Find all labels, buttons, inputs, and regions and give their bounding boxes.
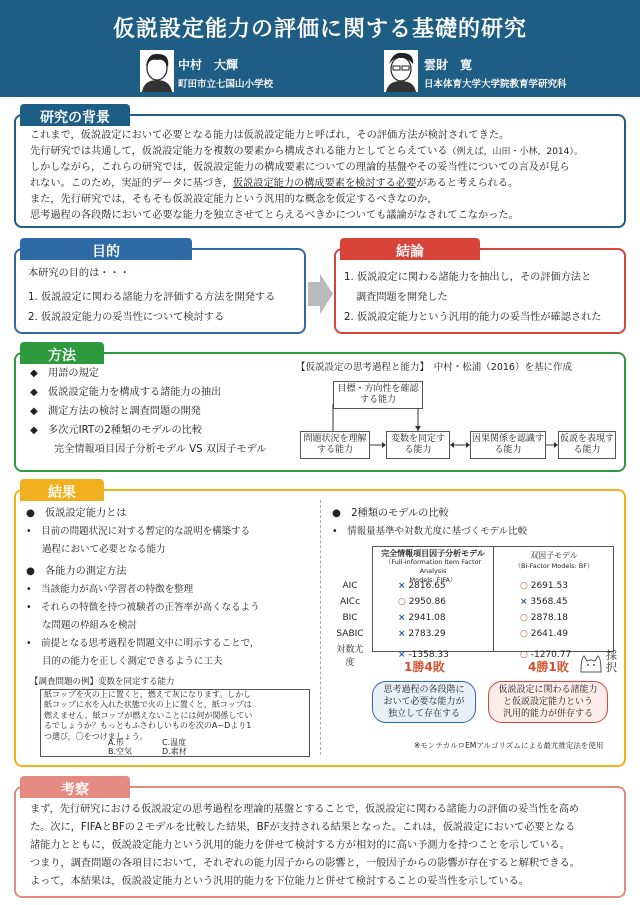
background-line-1: これまで，仮説設定において必要となる能力は仮説設定能力と呼ばれ，その評価方法が検討されてきた。 [30,130,510,141]
bf-interpretation: 仮説設定に関わる諸能力 と仮説設定能力という 汎用的能力が併存する [488,681,608,723]
diagram-arrows [296,404,622,464]
score-bf: 4勝1敗 [528,660,569,674]
method-item-1: ◆ 用語の規定 [30,368,99,379]
method-item-4: ◆ 多次元IRTの2種類のモデルの比較 [30,425,203,436]
row-label: AIC [342,581,358,591]
table-row [332,594,610,610]
method-heading: 方法 [20,342,104,364]
background-line-5: また，先行研究では，そもそも仮説設定能力という汎用的な概念を仮定するべきなのか， [30,194,438,205]
diagram-box-problem: 問題状況を理解する能力 [300,431,370,459]
results-measure-line-4: • 前提となる思考過程を問題文中に明示することで， [26,638,260,649]
arrow-right-icon [306,272,334,316]
background-line-4: れない。このため，実証的データに基づき，仮説設定能力の構成要素を検討する必要があると考えられる。 [30,178,519,189]
background-line-6: 思考過程の各段階において必要な能力を独立させてとらえるべきかについても議論がなされてこなかった。 [30,210,519,221]
table-row [332,578,610,594]
diagram-box-variable: 変数を同定する能力 [386,431,450,459]
poster-title: 仮説設定能力の評価に関する基礎的研究 [112,17,527,42]
table-row [332,626,610,642]
cat-icon [578,652,604,674]
diagram-box-causal: 因果関係を認識する能力 [470,431,546,459]
results-measure-line-1: • 当該能力が高い学習者の特徴を整理 [26,584,194,595]
bf-cell: ○ 2691.53 [520,581,568,591]
author2-affiliation: 日本体育大学大学院教育学研究科 [424,79,567,90]
bf-cell: ○ 2641.49 [520,629,568,639]
author1-name: 中村 大輝 [178,58,239,72]
results-measure-line-2: • それらの特徴を持つ被験者の正答率が高くなるよう [26,602,260,613]
conclusion-item-1b: 調査問題を開発した [356,292,448,303]
results-measure-line-5: 目的の能力を正しく測定できるように工夫 [42,656,223,667]
bf-cell: ○ 2878.18 [520,613,568,623]
conclusion-item-1: 1. 仮説設定に関わる諸能力を抽出し，その評価方法と [344,272,592,283]
diagram-box-goal: 目標・方向性を確認する能力 [333,381,423,409]
conclusion-heading: 結論 [340,238,480,260]
method-item-2: ◆ 仮説設定能力を構成する諸能力の抽出 [30,387,222,398]
example-text: 紙コップを火の上に置くと，燃えて灰になります。しかし 紙コップに水を入れた状態で火の上に置くと，紙コップは 燃えません。紙コップが燃えないことには何が関係してい るでしょうか？もっともふさわしいものを次のA~Dより1 つ選び，〇をつけましょう。 [44,690,253,741]
fifa-cell: × -1358.33 [398,650,449,660]
fifa-cell: × 2941.08 [398,613,446,623]
background-heading: 研究の背景 [20,104,130,126]
discussion-line-3: 諸能力とともに，仮説設定能力という汎用的能力を併せて検討する方が相対的に高い予測力を持つことを示している。 [30,840,570,851]
adopt-label: 採択 [606,649,617,674]
method-models-line: 完全情報項目因子分析モデル VS 双因子モデル [54,444,267,455]
results-measure-line-3: な問題の枠組みを検討 [42,620,138,631]
discussion-line-4: つまり，調査問題の各項目において，それぞれの能力因子からの影響と，一般因子からの影響が存在すると解釈できる。 [30,858,580,869]
conclusion-item-2: 2. 仮説設定能力という汎用的能力の妥当性が確認された [344,312,602,323]
fifa-cell: × 2783.29 [398,629,446,639]
discussion-line-1: まず，先行研究における仮説設定の思考過程を理論的基盤とすることで，仮説設定に関わる諸能力の評価の妥当性を高め [30,804,580,815]
option-d: D.素材 [162,747,187,756]
discussion-line-5: よって，本結果は，仮説設定能力という汎用的能力を下位能力と併せて検討することの妥当性を示している。 [30,876,529,887]
author1-avatar-icon [140,50,174,92]
purpose-item-1: 1. 仮説設定に関わる諸能力を評価する方法を開発する [28,292,276,303]
bf-cell: × 3568.45 [520,597,568,607]
row-label: SABIC [336,629,364,639]
row-label: BIC [342,613,358,623]
results-table [332,578,610,668]
score-fifa: 1勝4敗 [404,660,445,674]
purpose-intro: 本研究の目的は・・・ [28,268,130,279]
row-label: AICc [339,597,361,607]
purpose-heading: 目的 [20,238,192,260]
results-def-line-2: 過程において必要となる能力 [42,544,166,555]
discussion-line-2: た。次に，FIFAとBFの２モデルを比較した結果，BFが支持される結果となった。これは，仮説設定において必要となる [30,822,576,833]
background-line-2: 先行研究では共通して，仮説設定能力を複数の要素から構成される能力としてとらえている（例えば，山田・小林，2014）。 [30,146,583,157]
bf-cell: ○ -1270.77 [520,650,572,660]
fifa-cell: × 2816.65 [398,581,446,591]
purpose-item-2: 2. 仮説設定能力の妥当性について検討する [28,312,225,323]
diagram-title: 【仮説設定の思考過程と能力】 中村・松浦（2016）を基に作成 [296,362,572,373]
fifa-interpretation: 思考過程の各段階に おいて必要な能力が 独立して存在する [372,681,476,723]
option-a: A.形 [108,738,124,747]
compare-title: ● 2種類のモデルの比較 [332,508,449,519]
discussion-heading: 考察 [20,776,130,798]
option-c: C.温度 [162,738,187,747]
bf-header: 双因子モデル （Bi-Factor Models: BF） [514,551,594,570]
results-def-line-1: • 目前の問題状況に対する暫定的な説明を構築する [26,526,251,537]
row-label: 対数尤度 [336,645,364,668]
fifa-header: 完全情報項目因子分析モデル （Full-information Item Factor Analysis Models: FIFA） [381,549,485,584]
option-b: B.空気 [108,747,133,756]
results-def-title: ● 仮説設定能力とは [26,508,127,519]
fifa-cell: ○ 2950.86 [398,597,446,607]
diagram-box-express: 仮説を表現する能力 [558,431,616,459]
author1-affiliation: 町田市立七国山小学校 [178,79,274,90]
method-item-3: ◆ 測定方法の検討と調査問題の開発 [30,406,201,417]
results-measure-title: ● 各能力の測定方法 [26,566,127,577]
background-line-3: しかしながら，これらの研究では，仮説設定能力の構成要素についての理論的基盤やその妥当性についての言及が見ら [30,162,570,173]
author2-name: 雲財 寛 [424,58,473,72]
compare-subtitle: • 情報量基準や対数尤度に基づくモデル比較 [332,526,528,537]
results-heading: 結果 [20,479,104,501]
table-row [332,610,610,626]
results-footnote: ※モンテカルロEMアルゴリズムによる最尤推定法を使用 [414,741,604,750]
example-title: 【調査問題の例】変数を同定する能力 [30,677,175,687]
author2-avatar-icon [384,50,418,92]
results-divider [320,500,321,755]
